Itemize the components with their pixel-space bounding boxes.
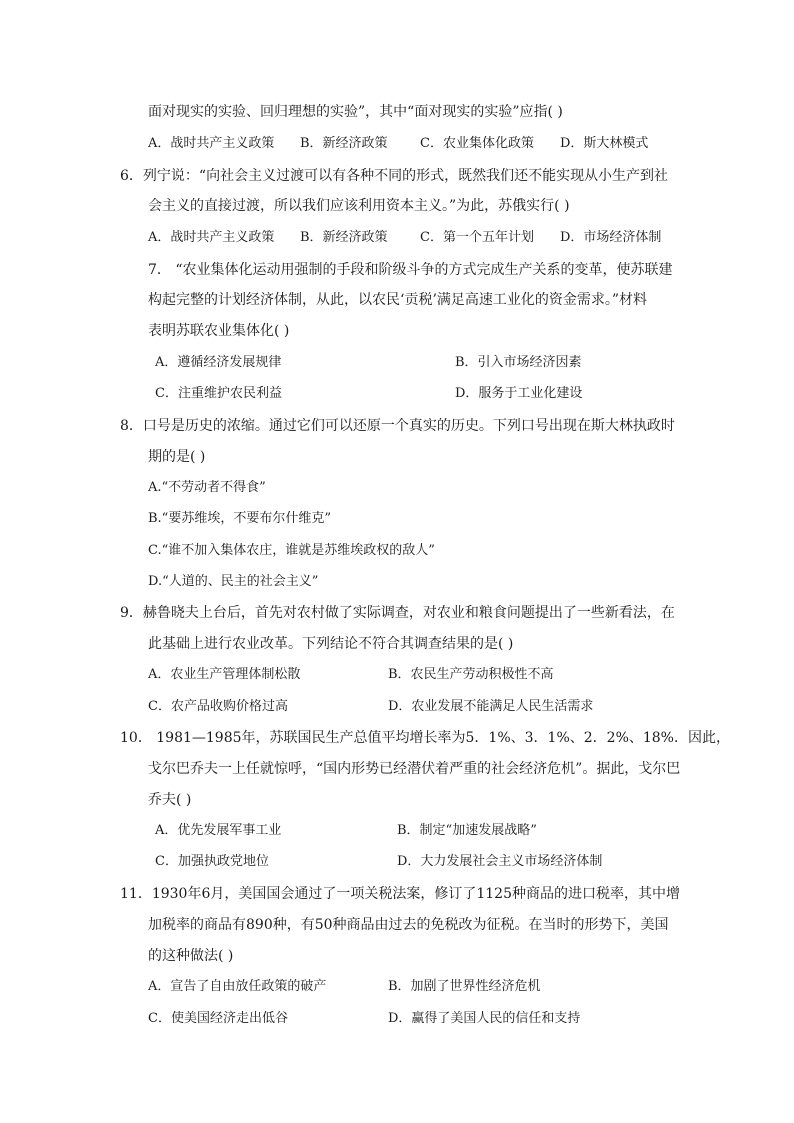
q6-option-a[interactable]: A．战时共产主义政策 xyxy=(148,230,275,245)
q8-option-b[interactable]: B.“要苏维埃，不要布尔什维克” xyxy=(148,511,331,526)
q6-option-c[interactable]: C．第一个五年计划 xyxy=(420,230,534,245)
q7-option-a[interactable]: A．遵循经济发展规律 xyxy=(155,355,282,370)
q10-option-c[interactable]: C．加强执政党地位 xyxy=(155,854,269,869)
q7-option-c[interactable]: C．注重维护农民利益 xyxy=(155,386,282,401)
q9-stem-line-2: 此基础上进行农业改革。下列结论不符合其调查结果的是( ) xyxy=(148,636,514,652)
q6-option-d[interactable]: D．市场经济体制 xyxy=(560,230,662,245)
q8-option-a[interactable]: A.“不劳动者不得食” xyxy=(148,480,266,495)
q8-stem-line-1: 8．口号是历史的浓缩。通过它们可以还原一个真实的历史。下列口号出现在斯大林执政时 xyxy=(120,418,675,434)
q5-stem-line-1: 面对现实的实验、回归理想的实验”，其中“面对现实的实验”应指( ) xyxy=(148,104,563,120)
q7-stem-line-3: 表明苏联农业集体化( ) xyxy=(148,323,290,339)
q11-stem-line-3: 的这种做法( ) xyxy=(148,948,234,964)
q9-option-a[interactable]: A．农业生产管理体制松散 xyxy=(148,667,301,682)
q6-stem-line-1: 6．列宁说：“向社会主义过渡可以有各种不同的形式，既然我们还不能实现从小生产到社 xyxy=(120,168,669,184)
q5-option-c[interactable]: C．农业集体化政策 xyxy=(420,136,534,151)
q7-option-b[interactable]: B．引入市场经济因素 xyxy=(455,355,582,370)
q11-option-a[interactable]: A．宣告了自由放任政策的破产 xyxy=(148,979,327,994)
q10-option-d[interactable]: D．大力发展社会主义市场经济体制 xyxy=(397,854,603,869)
q6-stem-line-2: 会主义的直接过渡，所以我们应该利用资本主义。”为此，苏俄实行( ) xyxy=(148,198,570,214)
q10-option-a[interactable]: A．优先发展军事工业 xyxy=(155,823,282,838)
q5-option-d[interactable]: D．斯大林模式 xyxy=(560,136,649,151)
q11-option-b[interactable]: B．加剧了世界性经济危机 xyxy=(388,979,541,994)
q7-option-d[interactable]: D．服务于工业化建设 xyxy=(455,386,583,401)
q11-option-c[interactable]: C．使美国经济走出低谷 xyxy=(148,1011,288,1026)
q8-option-c[interactable]: C.“谁不加入集体农庄，谁就是苏维埃政权的敌人” xyxy=(148,543,435,558)
q9-option-b[interactable]: B．农民生产劳动积极性不高 xyxy=(388,667,554,682)
q9-stem-line-1: 9．赫鲁晓夫上台后，首先对农村做了实际调查，对农业和粮食问题提出了一些新看法，在 xyxy=(120,605,675,621)
q8-stem-line-2: 期的是( ) xyxy=(148,449,206,465)
q10-stem-line-3: 乔夫( ) xyxy=(148,792,192,808)
q9-option-c[interactable]: C．农产品收购价格过高 xyxy=(148,699,288,714)
q7-stem-line-1: 7． “农业集体化运动用强制的手段和阶级斗争的方式完成生产关系的变革，使苏联建 xyxy=(148,262,673,278)
q10-stem-line-2: 戈尔巴乔夫一上任就惊呼，“国内形势已经潜伏着严重的社会经济危机”。据此，戈尔巴 xyxy=(148,761,681,777)
q10-option-b[interactable]: B．制定“加速发展战略” xyxy=(397,823,537,838)
q7-stem-line-2: 构起完整的计划经济体制，从此，以农民‘贡税’满足高速工业化的资金需求。”材料 xyxy=(148,292,648,308)
q6-option-b[interactable]: B．新经济政策 xyxy=(300,230,388,245)
q5-option-a[interactable]: A．战时共产主义政策 xyxy=(148,136,275,151)
q11-stem-line-2: 加税率的商品有890种，有50种商品由过去的免税改为征税。在当时的形势下，美国 xyxy=(148,917,669,933)
q9-option-d[interactable]: D．农业发展不能满足人民生活需求 xyxy=(388,699,594,714)
q5-option-b[interactable]: B．新经济政策 xyxy=(300,136,388,151)
q11-option-d[interactable]: D．赢得了美国人民的信任和支持 xyxy=(388,1011,581,1026)
q10-stem-line-1: 10． 1981—1985年，苏联国民生产总值平均增长率为5．1%、3．1%、2．2%、18%．因此， xyxy=(120,730,730,746)
q8-option-d[interactable]: D.“人道的、民主的社会主义” xyxy=(148,574,319,589)
q11-stem-line-1: 11．1930年6月，美国国会通过了一项关税法案，修订了1125种商品的进口税率，其中增 xyxy=(120,886,680,902)
